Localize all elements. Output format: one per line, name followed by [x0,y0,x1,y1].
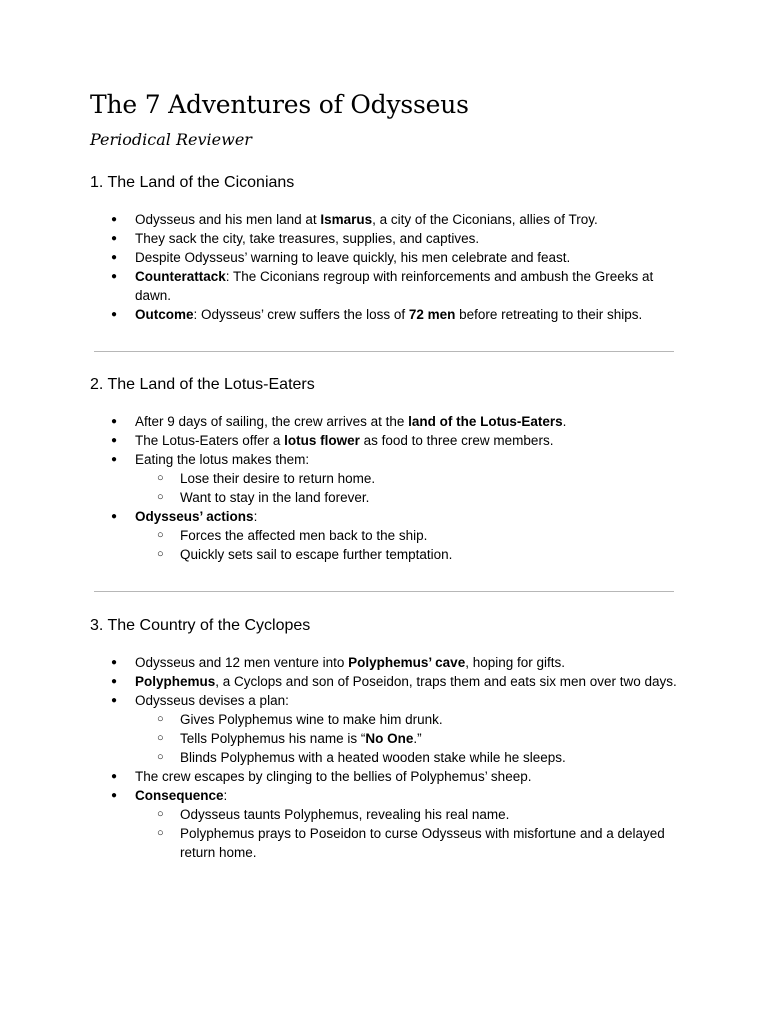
item-text: before retreating to their ships. [455,307,643,322]
sub-list [135,710,690,767]
list-item [90,786,690,862]
list-item [90,431,690,450]
bullet-list [90,412,690,564]
list-item [90,412,690,431]
horizontal-rule [94,351,674,352]
list-item [90,229,690,248]
list-item [90,450,690,507]
item-text: The crew escapes by clinging to the bellies of Polyphemus’ sheep. [135,769,532,784]
section-heading: 3. The Country of the Cyclopes [90,617,311,634]
sub-list-item: ○ Blinds Polyphemus with a heated wooden stake while he sleeps. [135,748,690,767]
list-item [90,507,690,564]
section-heading: 2. The Land of the Lotus-Eaters [90,376,315,393]
item-text: .” [413,731,422,746]
item-text: as food to three crew members. [359,433,554,448]
item-bold: Ismarus [320,212,373,227]
document-subtitle: Periodical Reviewer [90,130,252,149]
document-title: The 7 Adventures of Odysseus [90,90,469,119]
item-bold: Consequence [135,788,224,803]
item-bold: Odysseus’ actions [135,509,254,524]
item-text: : Odysseus’ crew suffers the loss of [193,307,409,322]
item-text: The Lotus-Eaters offer a [135,433,285,448]
item-text: Odysseus and 12 men venture into [135,655,349,670]
item-text: : The Ciconians regroup with reinforcements and ambush the Greeks at dawn. [135,269,654,303]
sub-list [135,526,690,564]
item-bold: Polyphemus [135,674,216,689]
list-item [90,267,690,305]
item-text: : [253,509,258,524]
item-text: : [223,788,228,803]
sub-list-item: ○ Forces the affected men back to the ship. [135,526,690,545]
sub-list-item: ○ Want to stay in the land forever. [135,488,690,507]
item-text: , a Cyclops and son of Poseidon, traps them and eats six men over two days. [215,674,677,689]
list-item [90,767,690,786]
list-item [90,305,690,324]
item-bold: No One [365,731,414,746]
item-text: Despite Odysseus’ warning to leave quickly, his men celebrate and feast. [135,250,571,265]
sub-list-item: ○ Polyphemus prays to Poseidon to curse Odysseus with misfortune and a delayed return home. [135,824,690,862]
sub-list-item: ○ Odysseus taunts Polyphemus, revealing his real name. [135,805,690,824]
bullet-list [90,653,690,862]
item-bold: lotus flower [284,433,360,448]
list-item [90,672,690,691]
list-item [90,691,690,767]
item-text: , hoping for gifts. [465,655,566,670]
item-text: After 9 days of sailing, the crew arrives at the [135,414,409,429]
item-text: Eating the lotus makes them: [135,452,310,467]
item-text: , a city of the Ciconians, allies of Troy. [372,212,598,227]
sub-list-item: ○ Quickly sets sail to escape further temptation. [135,545,690,564]
sub-list-item [135,729,690,748]
item-bold: land of the Lotus-Eaters [408,414,563,429]
item-bold: Polyphemus’ cave [348,655,466,670]
horizontal-rule [94,591,674,592]
bullet-list [90,210,690,324]
sub-list [135,469,690,507]
list-item [90,210,690,229]
sub-list [135,805,690,862]
section-heading: 1. The Land of the Ciconians [90,174,295,191]
item-bold: Counterattack [135,269,226,284]
item-text: Odysseus devises a plan: [135,693,289,708]
sub-list-item: ○ Gives Polyphemus wine to make him drunk. [135,710,690,729]
item-text: Odysseus and his men land at [135,212,321,227]
sub-list-item: ○ Lose their desire to return home. [135,469,690,488]
item-text: They sack the city, take treasures, supplies, and captives. [135,231,480,246]
item-bold: 72 men [408,307,456,322]
item-bold: Outcome [135,307,194,322]
item-text: Tells Polyphemus his name is “ [180,731,366,746]
list-item [90,653,690,672]
item-text: . [562,414,567,429]
list-item [90,248,690,267]
